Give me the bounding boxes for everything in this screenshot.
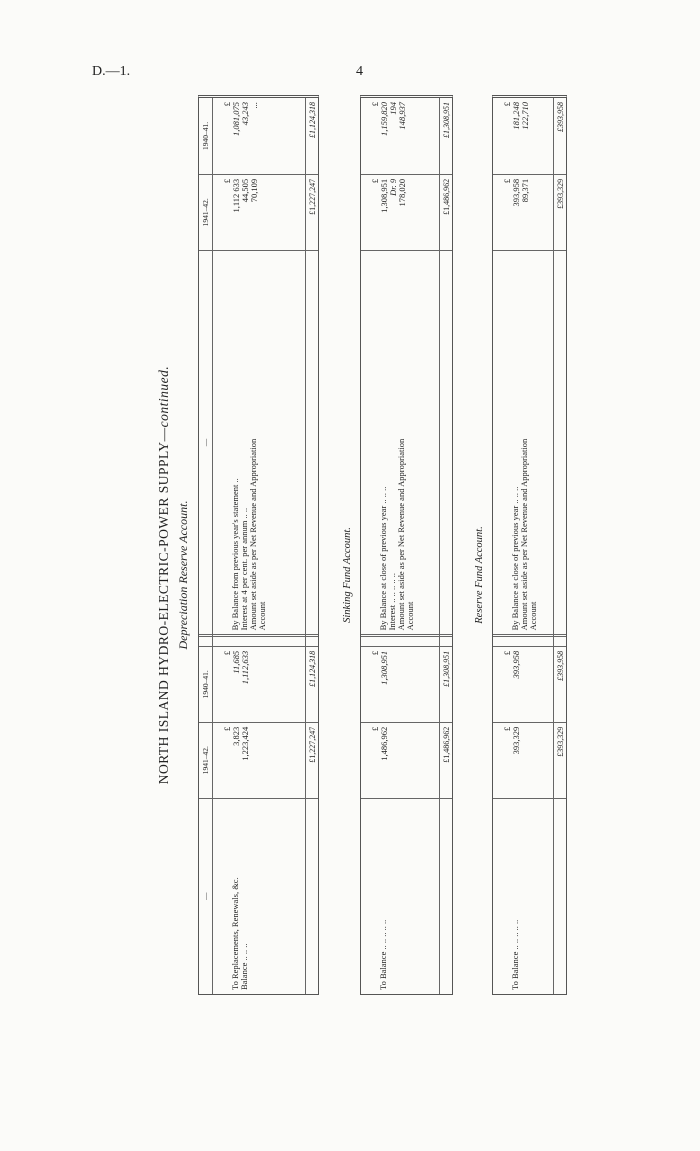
sinking-title: Sinking Fund Account. bbox=[342, 527, 353, 623]
cell-line: 1,308,951 bbox=[379, 178, 389, 213]
cell-line: 178,020 bbox=[397, 178, 407, 207]
cell-line: Amount set aside as per Net Revenue and Appropriation bbox=[396, 438, 406, 631]
cell-line: 148,937 bbox=[397, 102, 407, 130]
total-value: £1,227,247 bbox=[306, 174, 318, 250]
total-value: £393,958 bbox=[556, 102, 565, 133]
cell-line: Account bbox=[257, 601, 267, 631]
column-header bbox=[199, 634, 212, 645]
entries-row bbox=[493, 98, 554, 994]
total-value: £1,308,951 bbox=[440, 646, 452, 722]
page-ref: D.—1. bbox=[92, 64, 131, 79]
total-blank bbox=[306, 250, 318, 635]
cell-line: Amount set aside as per Net Revenue and Appropriation bbox=[248, 438, 258, 631]
left-1941-42 bbox=[361, 722, 439, 798]
total-value: £393,329 bbox=[554, 722, 566, 798]
cell-line: 194 bbox=[388, 102, 398, 115]
cell-line: To Balance .. .. .. .. .. bbox=[378, 919, 388, 990]
divider bbox=[493, 634, 553, 645]
header-row bbox=[199, 98, 213, 994]
left-1940-41 bbox=[361, 646, 439, 722]
total-blank bbox=[306, 634, 318, 645]
total-blank bbox=[440, 798, 452, 994]
left-1940-41 bbox=[493, 646, 553, 722]
cell-line: 1,223,424 bbox=[240, 726, 250, 761]
reserve-title: Reserve Fund Account. bbox=[474, 526, 485, 624]
left-description bbox=[361, 798, 439, 994]
cell-line: £ bbox=[370, 650, 380, 656]
column-header: 1940–41. bbox=[199, 646, 212, 722]
cell-line: Amount set aside as per Net Revenue and Appropriation bbox=[519, 438, 529, 631]
total-blank bbox=[440, 634, 452, 645]
column-header: 1940–41. bbox=[201, 121, 210, 150]
cell-line: 1,308,951 bbox=[379, 650, 389, 685]
document-title: NORTH ISLAND HYDRO-ELECTRIC-POWER SUPPLY—continued. bbox=[156, 365, 171, 785]
cell-line: 89,371 bbox=[520, 178, 530, 203]
sinking-table bbox=[360, 95, 453, 995]
total-value: £1,124,318 bbox=[306, 646, 318, 722]
cell-line: 1,081,075 bbox=[231, 102, 241, 137]
cell-line: 1,112,633 bbox=[240, 650, 250, 685]
cell-line: 43,243 bbox=[240, 102, 250, 126]
cell-line: 1,112 633 bbox=[231, 178, 241, 213]
cell-line: 1,486,962 bbox=[379, 726, 389, 761]
cell-line: Balance .. .. .. bbox=[239, 943, 249, 990]
cell-line: 44,505 bbox=[240, 178, 250, 203]
right-description bbox=[361, 250, 439, 635]
total-blank bbox=[554, 250, 566, 635]
left-1940-41 bbox=[213, 646, 305, 722]
column-header: — bbox=[199, 250, 212, 635]
column-header: — bbox=[199, 798, 212, 994]
cell-line: 181,248 bbox=[511, 102, 521, 130]
cell-line: 3,823 bbox=[231, 726, 241, 746]
total-blank bbox=[306, 798, 318, 994]
cell-line: £ bbox=[502, 650, 512, 656]
cell-line: £ bbox=[370, 178, 380, 184]
total-value: £1,124,318 bbox=[308, 102, 317, 139]
cell-line: £ bbox=[222, 178, 232, 184]
cell-line: 393,958 bbox=[511, 650, 521, 679]
cell-line: £ bbox=[502, 102, 512, 107]
cell-line: 122,710 bbox=[520, 102, 530, 130]
divider bbox=[361, 634, 439, 645]
right-1941-42 bbox=[361, 174, 439, 250]
entries-row bbox=[361, 98, 440, 994]
divider bbox=[213, 634, 305, 645]
right-1941-42 bbox=[493, 174, 553, 250]
totals-row bbox=[306, 98, 318, 994]
cell-line: Interest at 4 per cent. per annum .. .. bbox=[239, 507, 249, 631]
total-blank bbox=[554, 798, 566, 994]
cell-line: Account bbox=[528, 601, 538, 631]
cell-line: ... bbox=[249, 102, 259, 109]
total-value: £1,486,962 bbox=[440, 722, 452, 798]
cell-line: £ bbox=[502, 726, 512, 731]
cell-line: £ bbox=[370, 102, 380, 107]
right-1941-42 bbox=[213, 174, 305, 250]
rotated-page-content bbox=[150, 95, 570, 1055]
cell-line: Interest .. .. .. .. .. bbox=[387, 573, 397, 631]
left-1941-42 bbox=[213, 722, 305, 798]
right-1940-41 bbox=[361, 98, 439, 174]
cell-line: £ bbox=[222, 726, 232, 731]
totals-row bbox=[554, 98, 566, 994]
cell-line: To Balance .. .. .. .. .. bbox=[510, 919, 520, 990]
cell-line: By Balance at close of previous year .. .. .. bbox=[378, 486, 388, 631]
total-blank bbox=[440, 250, 452, 635]
cell-line: 1,159,820 bbox=[379, 102, 389, 137]
cell-line: £ bbox=[222, 102, 232, 107]
total-value: £1,227,247 bbox=[306, 722, 318, 798]
cell-line: 11,685 bbox=[231, 650, 241, 674]
cell-line: Account bbox=[405, 601, 415, 631]
cell-line: By Balance from previous year's statement .. bbox=[230, 478, 240, 631]
cell-line: £ bbox=[222, 650, 232, 656]
left-description bbox=[493, 798, 553, 994]
left-1941-42 bbox=[493, 722, 553, 798]
column-header: 1941–42. bbox=[199, 722, 212, 798]
left-description bbox=[213, 798, 305, 994]
totals-row bbox=[440, 98, 452, 994]
cell-line: £ bbox=[502, 178, 512, 184]
right-description bbox=[213, 250, 305, 635]
cell-line: 393,329 bbox=[511, 726, 521, 755]
total-value: £393,329 bbox=[554, 174, 566, 250]
right-1940-41 bbox=[213, 98, 305, 174]
right-description bbox=[493, 250, 553, 635]
cell-line: £ bbox=[370, 726, 380, 731]
total-blank bbox=[554, 634, 566, 645]
column-header: 1941–42. bbox=[199, 174, 212, 250]
cell-line: To Replacements, Renewals, &c. bbox=[230, 877, 240, 990]
page-number: 4 bbox=[356, 64, 363, 79]
reserve-table bbox=[492, 95, 567, 995]
cell-line: 70,109 bbox=[249, 178, 259, 203]
total-value: £1,486,962 bbox=[440, 174, 452, 250]
cell-line: 393,958 bbox=[511, 178, 521, 207]
depreciation-title: Depreciation Reserve Account. bbox=[176, 500, 190, 650]
right-1940-41 bbox=[493, 98, 553, 174]
depreciation-table bbox=[198, 95, 319, 995]
total-value: £1,308,951 bbox=[442, 102, 451, 139]
cell-line: By Balance at close of previous year .. .. .. bbox=[510, 486, 520, 631]
total-value: £393,958 bbox=[554, 646, 566, 722]
cell-line: Dr. 9 bbox=[388, 178, 398, 196]
entries-row bbox=[213, 98, 306, 994]
